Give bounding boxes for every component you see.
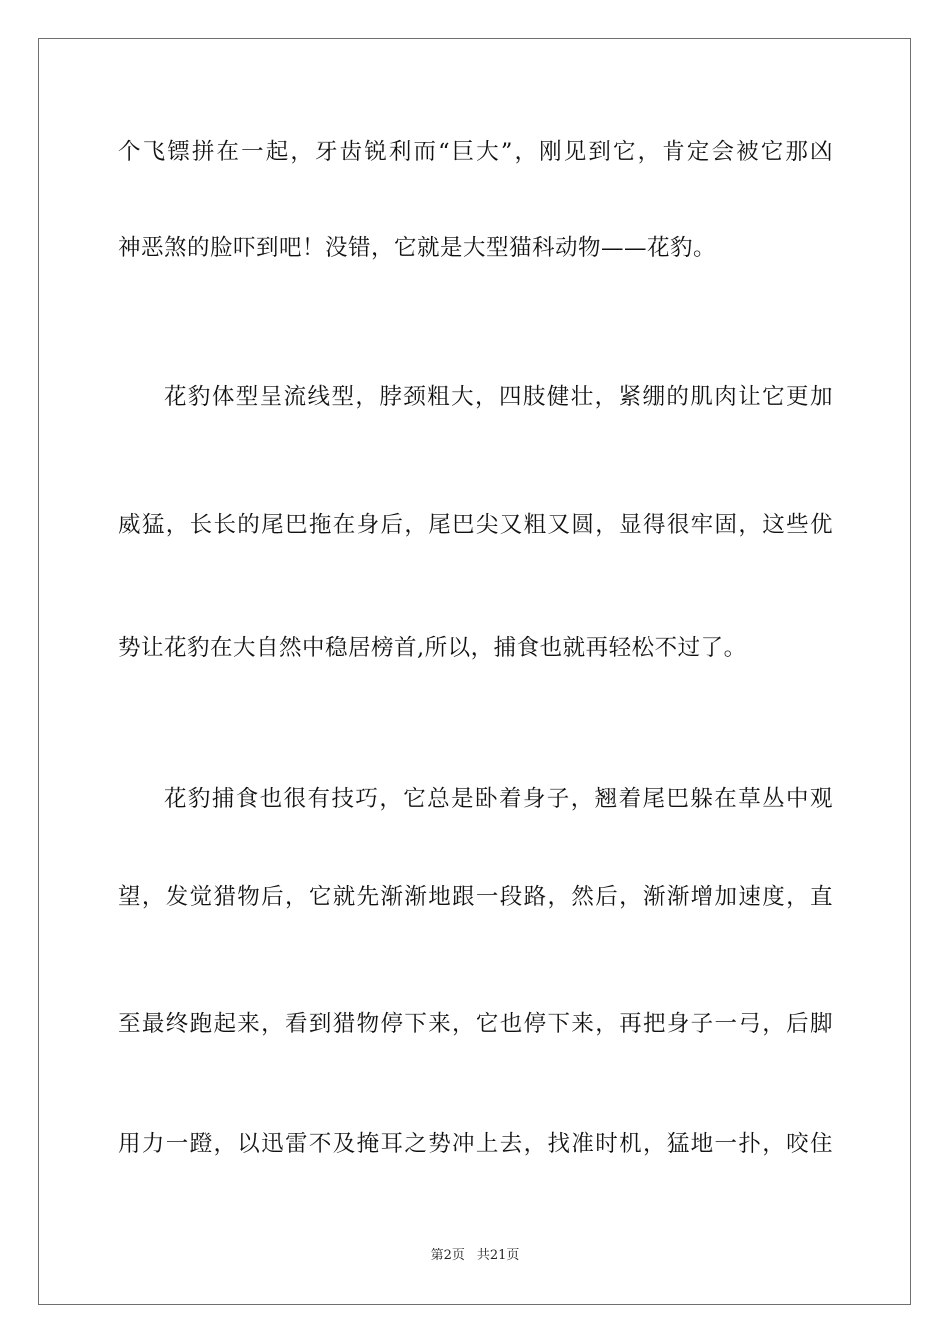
page-total: 共21页 <box>476 1248 520 1263</box>
page-border <box>38 38 911 1305</box>
body-text-line-7: 望，发觉猎物后，它就先渐渐地跟一段路，然后，渐渐增加速度，直 <box>118 884 833 910</box>
body-text-line-4: 威猛，长长的尾巴拖在身后，尾巴尖又粗又圆，显得很牢固，这些优 <box>118 512 833 538</box>
body-text-line-6: 花豹捕食也很有技巧，它总是卧着身子，翘着尾巴躲在草丛中观 <box>164 786 833 812</box>
body-text-line-8: 至最终跑起来，看到猎物停下来，它也停下来，再把身子一弓，后脚 <box>118 1011 833 1037</box>
body-text-line-1: 个飞镖拼在一起，牙齿锐利而“巨大”，刚见到它，肯定会被它那凶 <box>118 139 833 165</box>
body-text-line-2: 神恶煞的脸吓到吧！没错，它就是大型猫科动物——花豹。 <box>118 235 717 261</box>
page-number: 第2页 <box>430 1248 465 1263</box>
body-text-line-9: 用力一蹬，以迅雷不及掩耳之势冲上去，找准时机，猛地一扑，咬住 <box>118 1131 833 1157</box>
body-text-line-3: 花豹体型呈流线型，脖颈粗大，四肢健壮，紧绷的肌肉让它更加 <box>164 384 833 410</box>
body-text-line-5: 势让花豹在大自然中稳居榜首,所以，捕食也就再轻松不过了。 <box>118 635 747 661</box>
page-footer <box>0 1248 950 1264</box>
